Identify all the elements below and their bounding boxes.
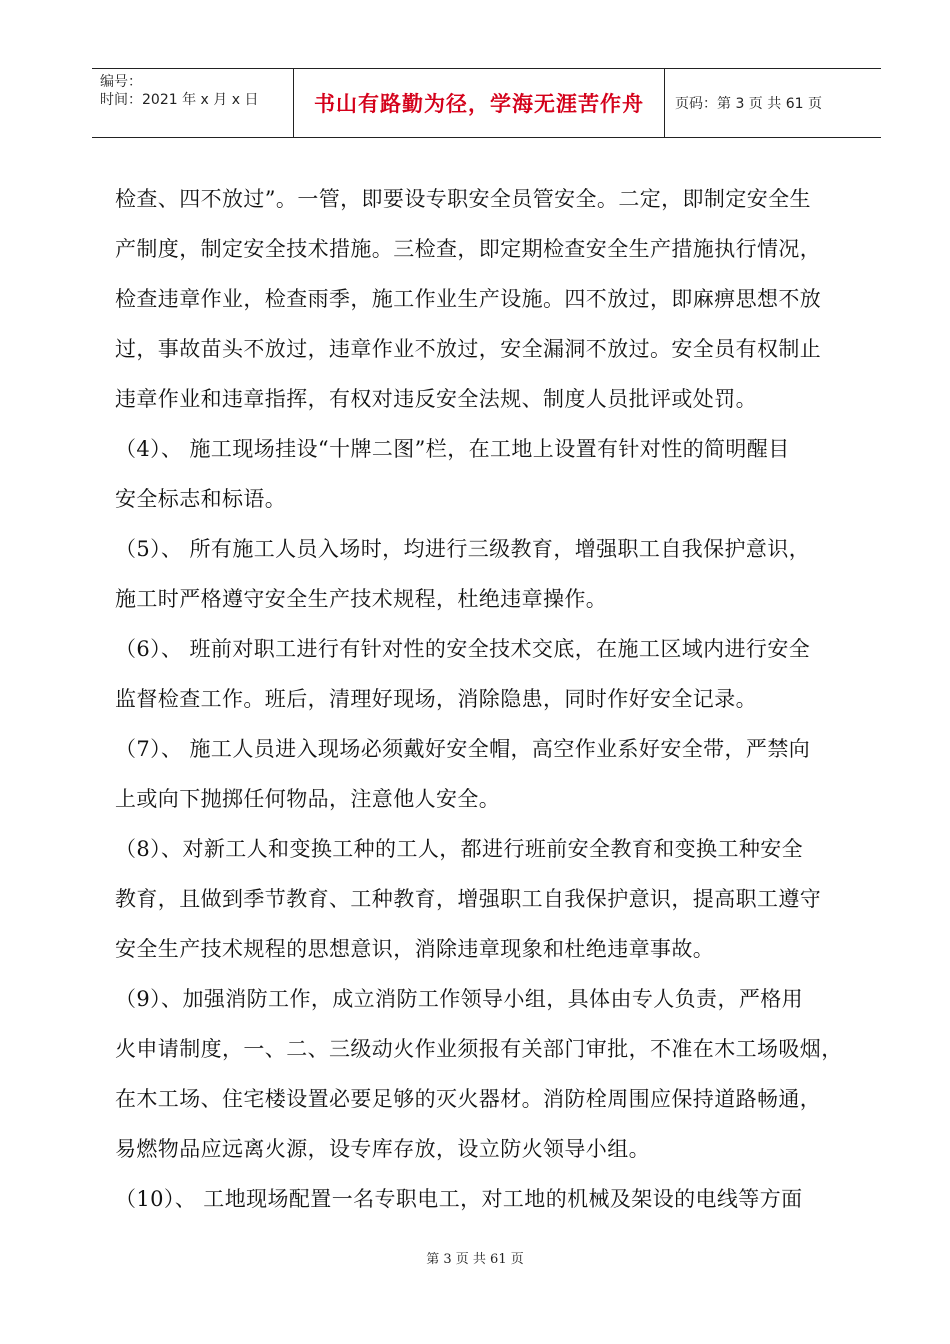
body-line: （7）、 施工人员进入现场必须戴好安全帽，高空作业系好安全带，严禁向 bbox=[115, 737, 811, 761]
body-line: （4）、 施工现场挂设“十牌二图”栏，在工地上设置有针对性的简明醒目 bbox=[115, 437, 790, 461]
body-line: 施工时严格遵守安全生产技术规程，杜绝违章操作。 bbox=[115, 587, 608, 611]
body-line: （6）、 班前对职工进行有针对性的安全技术交底，在施工区域内进行安全 bbox=[115, 637, 811, 661]
page-header bbox=[92, 68, 881, 138]
body-line: 监督检查工作。班后，清理好现场，消除隐患，同时作好安全记录。 bbox=[115, 687, 757, 711]
body-line: 教育，且做到季节教育、工种教育，增强职工自我保护意识，提高职工遵守 bbox=[115, 887, 822, 911]
body-line: 易燃物品应远离火源，设专库存放，设立防火领导小组。 bbox=[115, 1137, 650, 1161]
body-line: 检查、四不放过”。一管，即要设专职安全员管安全。二定，即制定安全生 bbox=[115, 187, 811, 211]
body-line: 过，事故苗头不放过，违章作业不放过，安全漏洞不放过。安全员有权制止 bbox=[115, 337, 822, 361]
body-line: 在木工场、住宅楼设置必要足够的灭火器材。消防栓周围应保持道路畅通， bbox=[115, 1087, 822, 1111]
header-meta bbox=[92, 69, 293, 137]
body-line: 检查违章作业，检查雨季，施工作业生产设施。四不放过，即麻痹思想不放 bbox=[115, 287, 822, 311]
document-time: 时间：2021 年 x 月 x 日 bbox=[100, 92, 259, 108]
header-page-info: 页码：第 3 页 共 61 页 bbox=[675, 96, 822, 112]
header-motto: 书山有路勤为径，学海无涯苦作舟 bbox=[293, 69, 665, 137]
body-line: 违章作业和违章指挥，有权对违反安全法规、制度人员批评或处罚。 bbox=[115, 387, 757, 411]
document-body bbox=[115, 174, 860, 1224]
body-line: （10）、 工地现场配置一名专职电工，对工地的机械及架设的电线等方面 bbox=[115, 1187, 803, 1211]
document-code-label: 编号： bbox=[100, 74, 142, 90]
body-line: 安全生产技术规程的思想意识，消除违章现象和杜绝违章事故。 bbox=[115, 937, 715, 961]
body-line: 安全标志和标语。 bbox=[115, 487, 287, 511]
body-line: （8）、对新工人和变换工种的工人，都进行班前安全教育和变换工种安全 bbox=[115, 837, 804, 861]
body-line: 产制度，制定安全技术措施。三检查，即定期检查安全生产措施执行情况， bbox=[115, 237, 822, 261]
body-line: （9）、加强消防工作，成立消防工作领导小组，具体由专人负责，严格用 bbox=[115, 987, 804, 1011]
body-line: （5）、 所有施工人员入场时，均进行三级教育，增强职工自我保护意识， bbox=[115, 537, 811, 561]
body-line: 火申请制度，一、二、三级动火作业须报有关部门审批，不准在木工场吸烟， bbox=[115, 1037, 843, 1061]
page-footer: 第 3 页 共 61 页 bbox=[426, 1252, 524, 1267]
body-line: 上或向下抛掷任何物品，注意他人安全。 bbox=[115, 787, 501, 811]
